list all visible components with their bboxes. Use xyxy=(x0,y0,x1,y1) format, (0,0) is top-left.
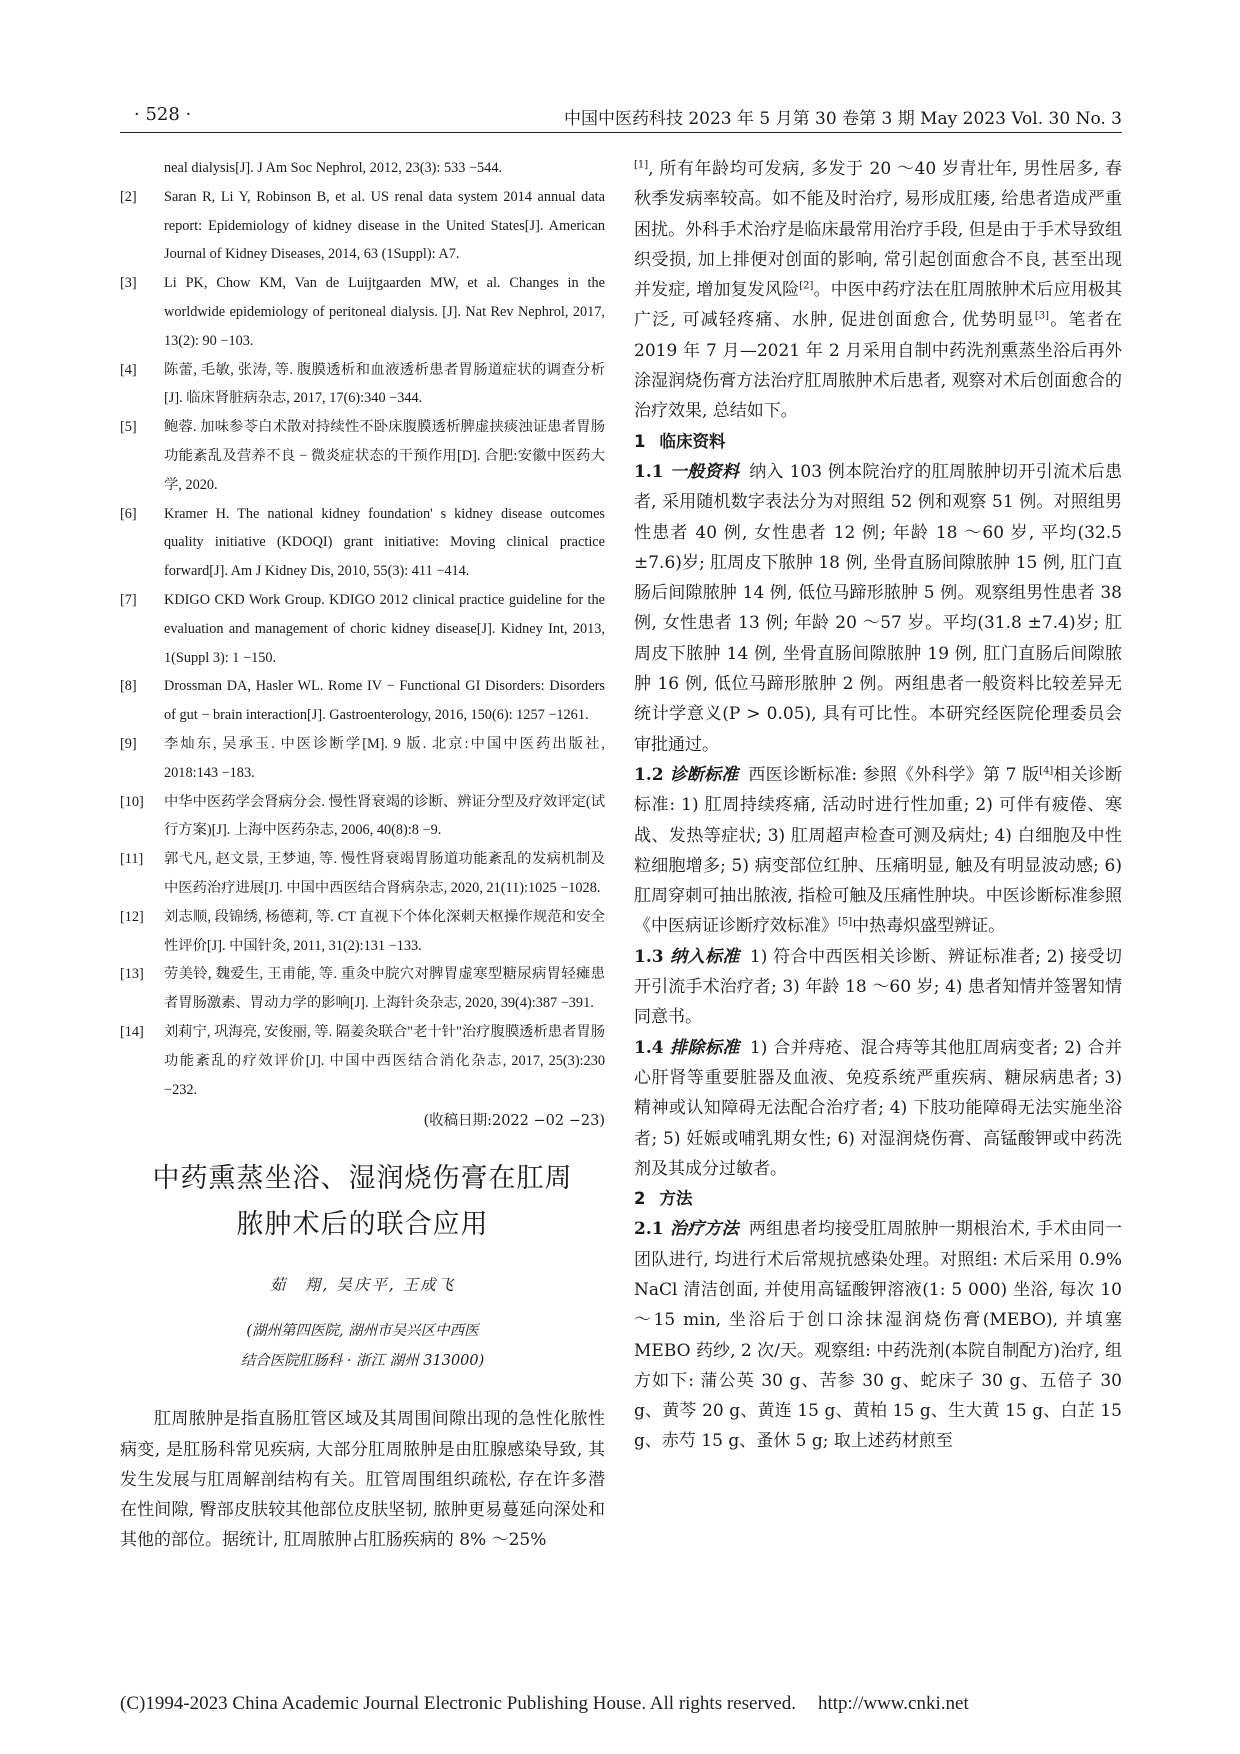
subsection-paragraph xyxy=(634,457,1122,760)
reference-text: 郭弋凡, 赵文景, 王梦迪, 等. 慢性肾衰竭胃肠道功能紊乱的发病机制及中医药治疗进展[J]. 中国中西医结合肾病杂志, 2020, 21(11):1025 −1028. xyxy=(164,851,605,896)
reference-number: [3] xyxy=(120,275,137,292)
reference-item xyxy=(120,183,605,269)
reference-text: 李灿东, 吴承玉. 中医诊断学[M]. 9 版. 北京:中国中医药出版社, 2018:143 −183. xyxy=(164,735,605,781)
reference-item xyxy=(120,586,605,672)
subsection-heading: 一般资料 xyxy=(669,461,740,482)
reference-number: [13] xyxy=(120,966,144,983)
reference-list xyxy=(120,154,605,1104)
subsection-text: 西医诊断标准: 参照《外科学》第 7 版 xyxy=(748,764,1040,785)
reference-number: [5] xyxy=(120,419,137,436)
citation-ref: [1] xyxy=(634,159,649,171)
section-number: 2 xyxy=(634,1189,646,1209)
reference-number: [14] xyxy=(120,1023,144,1040)
intro-text: 。中医中药疗法在肛周脓肿术后应用极其广泛, 可减轻疼痛、水肿, 促进创面愈合, 优势明显 xyxy=(634,280,1123,331)
reference-text: Li PK, Chow KM, Van de Luijtgaarden MW, et al. Changes in the worldwide epidemiology of peritoneal dialysis. [J]. Nat Rev Nephrol, 2017, 13(2): 90 −103. xyxy=(164,275,605,349)
subsection-text: 相关诊断标准: 1) 肛周持续疼痛, 活动时进行性加重; 2) 可伴有疲倦、寒战、发热等症状; 3) 肛周超声检查可测及病灶; 4) 白细胞及中性粒细胞增多; 5) 病变部位红肿、压痛明显, 触及有明显波动感; 6) 肛周穿刺可抽出脓液, 指检可触及压痛性肿块。中医诊断标准参照《中医病证诊断疗效标准》 xyxy=(634,764,1123,937)
citation-ref: [2] xyxy=(799,280,814,292)
article-title-line: 脓肿术后的联合应用 xyxy=(236,1209,489,1241)
reference-text: 刘志顺, 段锦绣, 杨德莉, 等. CT 直视下个体化深刺天枢操作规范和安全性评价[J]. 中国针灸, 2011, 31(2):131 −133. xyxy=(164,908,605,954)
subsection-number: 1.1 xyxy=(634,461,664,482)
reference-item xyxy=(120,269,605,355)
reference-number: [11] xyxy=(120,851,144,868)
reference-text: Kramer H. The national kidney foundation' s kidney disease outcomes quality initiative (KDOQI) grant initiative: Moving clinical practice forward[J]. Am J Kidney Dis, 2010, 55(3): 411 −414. xyxy=(164,505,605,580)
left-column xyxy=(120,154,605,1556)
reference-item xyxy=(120,788,605,846)
reference-text: neal dialysis[J]. J Am Soc Nephrol, 2012, 23(3): 533 −544. xyxy=(164,160,503,176)
section-title: 临床资料 xyxy=(659,431,726,451)
intro-paragraph xyxy=(120,1404,605,1555)
received-date: (收稿日期:2022 −02 −23) xyxy=(423,1113,605,1130)
section-heading xyxy=(634,1184,1122,1214)
reference-text: KDIGO CKD Work Group. KDIGO 2012 clinical practice guideline for the evaluation and management of choric kidney disease[J]. Kidney Int, 2013, 1(Suppl 3): 1 −150. xyxy=(164,591,605,666)
subsection-paragraph xyxy=(634,1214,1122,1456)
subsection-heading: 治疗方法 xyxy=(669,1219,739,1240)
intro-text: , 所有年龄均可发病, 多发于 20 ～40 岁青壮年, 男性居多, 春秋季发病率较高。如不能及时治疗, 易形成肛瘘, 给患者造成严重困扰。外科手术治疗是临床最常用治疗手段, 但是由于手术导致组织受损, 加上排便对创面的影响, 常引起创面愈合不良, 甚至出现并发症, 增加复发风险 xyxy=(634,159,1122,301)
journal-citation: 中国中医药科技 2023 年 5 月第 30 卷第 3 期 May 2023 Vol. 30 No. 3 xyxy=(563,109,1122,129)
subsection-text: 1) 合并痔疮、混合痔等其他肛周病变者; 2) 合并心肝肾等重要脏器及血液、免疫系统严重疾病、糖尿病患者; 3) 精神或认知障碍无法配合治疗者; 4) 下肢功能障碍无法实施坐浴者; 5) 妊娠或哺乳期女性; 6) 对湿润烧伤膏、高锰酸钾或中药洗剂及其成分过敏者。 xyxy=(634,1037,1123,1179)
cnki-link[interactable]: http://www.cnki.net xyxy=(817,1693,969,1714)
article-authors: 茹 翔, 吴庆平, 王成飞 xyxy=(269,1276,456,1295)
copyright-footer xyxy=(120,1693,1120,1715)
subsection-number: 1.2 xyxy=(634,764,664,785)
copyright-text: (C)1994-2023 China Academic Journal Electronic Publishing House. All rights reserved. xyxy=(120,1693,796,1714)
reference-item xyxy=(120,500,605,586)
subsection-number: 1.3 xyxy=(634,946,664,967)
section-heading xyxy=(634,427,1122,457)
reference-text: 中华中医药学会肾病分会. 慢性肾衰竭的诊断、辨证分型及疗效评定(试行方案)[J]. 上海中医药杂志, 2006, 40(8):8 −9. xyxy=(164,793,605,839)
subsection-paragraph xyxy=(634,760,1122,942)
citation-ref: [5] xyxy=(838,916,853,928)
section-number: 1 xyxy=(634,431,646,451)
citation-ref: [3] xyxy=(1034,310,1050,322)
subsection-heading: 排除标准 xyxy=(669,1037,740,1058)
subsection-number: 2.1 xyxy=(634,1219,664,1240)
reference-item xyxy=(120,356,605,414)
reference-item xyxy=(120,154,605,183)
subsection-text: 两组患者均接受肛周脓肿一期根治术, 手术由同一团队进行, 均进行术后常规抗感染处理。对照组: 术后采用 0.9% NaCl 清洁创面, 并使用高锰酸钾溶液(1: 5 000) 坐浴, 每次 10 ～15 min, 坐浴后于创口涂抹湿润烧伤膏(MEBO), 并填塞 MEBO 药纱, 2 次/天。观察组: 中药洗剂(本院自制配方)治疗, 组方如下: 蒲公英 30 g、苦参 30 g、蛇床子 30 g、五倍子 30 g、黄芩 20 g、黄连 15 g、黄柏 15 g、生大黄 15 g、白芷 15 g、赤芍 15 g、蚤休 5 g; 取上述药材煎至 xyxy=(634,1219,1123,1452)
citation-ref: [4] xyxy=(1039,765,1054,777)
reference-item xyxy=(120,413,605,499)
reference-text: 陈蕾, 毛敏, 张涛, 等. 腹膜透析和血液透析患者胃肠道症状的调查分析[J]. 临床肾脏病杂志, 2017, 17(6):340 −344. xyxy=(164,361,605,407)
subsection-text: 中热毒炽盛型辨证。 xyxy=(852,916,1006,937)
subsection-paragraph xyxy=(634,942,1122,1033)
reference-number: [12] xyxy=(120,908,144,925)
reference-item xyxy=(120,672,605,730)
reference-number: [4] xyxy=(120,361,137,378)
section-title: 方法 xyxy=(659,1189,693,1209)
reference-item xyxy=(120,1018,605,1104)
subsection-heading: 诊断标准 xyxy=(669,764,739,785)
reference-number: [6] xyxy=(120,505,137,522)
subsection-paragraph xyxy=(634,1033,1122,1184)
reference-number: [8] xyxy=(120,678,137,695)
affiliation-line: (湖州第四医院, 湖州市吴兴区中西医 xyxy=(246,1323,479,1340)
article-affiliation xyxy=(120,1316,605,1376)
page-number: · 528 · xyxy=(134,104,192,125)
subsection-heading: 纳入标准 xyxy=(669,946,740,967)
article-title xyxy=(120,1156,605,1248)
article-title-line: 中药熏蒸坐浴、湿润烧伤膏在肛周 xyxy=(152,1163,573,1195)
intro-paragraph-continued xyxy=(634,154,1122,427)
right-column xyxy=(634,154,1122,1457)
reference-item xyxy=(120,845,605,903)
reference-number: [10] xyxy=(120,793,144,810)
reference-item xyxy=(120,730,605,788)
subsection-number: 1.4 xyxy=(634,1037,664,1058)
reference-number: [9] xyxy=(120,735,137,752)
reference-number: [2] xyxy=(120,188,137,205)
page-header xyxy=(120,96,1122,136)
reference-text: Saran R, Li Y, Robinson B, et al. US renal data system 2014 annual data report: Epidemiology of kidney disease in the United States[J]. American Journal of Kidney Diseases, 2014, 63 (1Suppl): A7. xyxy=(164,188,605,263)
affiliation-line: 结合医院肛肠科 · 浙江 湖州 313000) xyxy=(240,1353,485,1370)
reference-item xyxy=(120,903,605,961)
subsection-text: 纳入 103 例本院治疗的肛周脓肿切开引流术后患者, 采用随机数字表法分为对照组 52 例和观察 51 例。对照组男性患者 40 例, 女性患者 12 例; 年龄 18 ～60 岁, 平均(32.5 ±7.6)岁; 肛周皮下脓肿 18 例, 坐骨直肠间隙脓肿 15 例, 肛门直肠后间隙脓肿 14 例, 低位马蹄形脓肿 5 例。观察组男性患者 38 例, 女性患者 13 例; 年龄 20 ～57 岁。平均(31.8 ±7.4)岁; 肛周皮下脓肿 14 例, 坐骨直肠间隙脓肿 19 例, 肛门直肠后间隙脓肿 16 例, 低位马蹄形脓肿 2 例。两组患者一般资料比较差异无统计学意义(P > 0.05), 具有可比性。本研究经医院伦理委员会审批通过。 xyxy=(634,461,1122,755)
header-rule xyxy=(120,132,1122,133)
intro-text: 。笔者在 2019 年 7 月—2021 年 2 月采用自制中药洗剂熏蒸坐浴后再外涂湿润烧伤膏方法治疗肛周脓肿术后患者, 观察对术后创面愈合的治疗效果, 总结如下。 xyxy=(634,310,1122,422)
reference-text: Drossman DA, Hasler WL. Rome IV − Functional GI Disorders: Disorders of gut − brain interaction[J]. Gastroenterology, 2016, 150(6): 1257 −1261. xyxy=(164,678,605,724)
reference-text: 劳美铃, 魏爱生, 王甫能, 等. 重灸中脘穴对脾胃虚寒型糖尿病胃轻瘫患者胃肠激素、胃动力学的影响[J]. 上海针灸杂志, 2020, 39(4):387 −391. xyxy=(164,966,605,1012)
intro-text: 肛周脓肿是指直肠肛管区域及其周围间隙出现的急性化脓性病变, 是肛肠科常见疾病, 大部分肛周脓肿是由肛腺感染导致, 其发生发展与肛周解剖结构有关。肛管周围组织疏松, 存在许多潜在性间隙, 臀部皮肤较其他部位皮肤坚韧, 脓肿更易蔓延向深处和其他的部位。据统计, 肛周脓肿占肛肠疾病的 8% ～25% xyxy=(120,1409,605,1551)
reference-text: 鲍蓉. 加味参苓白术散对持续性不卧床腹膜透析脾虚挟痰浊证患者胃肠功能紊乱及营养不良 − 微炎症状态的干预作用[D]. 合肥:安徽中医药大学, 2020. xyxy=(164,419,605,493)
reference-text: 刘莉宁, 巩海亮, 安俊丽, 等. 隔姜灸联合"老十针"治疗腹膜透析患者胃肠功能紊乱的疗效评价[J]. 中国中西医结合消化杂志, 2017, 25(3):230 −232. xyxy=(164,1023,605,1098)
reference-number: [7] xyxy=(120,591,137,608)
reference-item xyxy=(120,960,605,1018)
subsection-text: 1) 符合中西医相关诊断、辨证标准者; 2) 接受切开引流手术治疗者; 3) 年龄 18 ～60 岁; 4) 患者知情并签署知情同意书。 xyxy=(634,946,1123,1028)
